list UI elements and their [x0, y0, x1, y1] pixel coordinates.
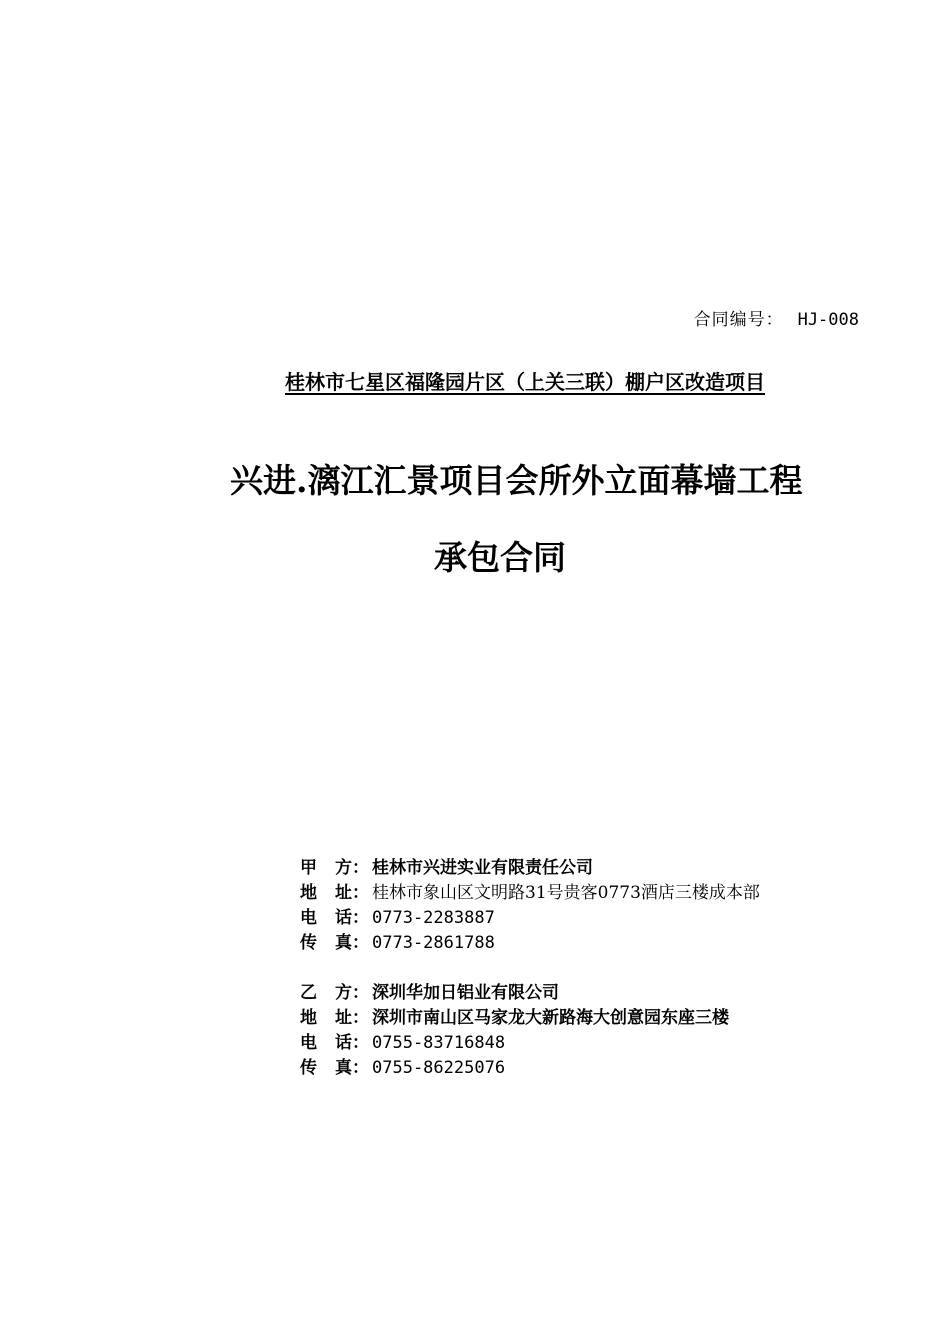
- party-b-phone-key: 电 话：: [300, 1033, 369, 1053]
- party-b-block: [300, 981, 729, 1081]
- party-b-name-key: 乙 方：: [300, 983, 369, 1003]
- party-b-phone-row: [300, 1031, 729, 1056]
- party-a-block: [300, 856, 760, 956]
- document-subtitle: 承包合同: [434, 538, 566, 577]
- party-a-phone-key: 电 话：: [300, 908, 369, 928]
- contract-number-label: 合同编号：: [693, 310, 784, 330]
- party-b-fax: 0755-86225076: [372, 1058, 506, 1078]
- party-a-fax-key: 传 真：: [300, 933, 369, 953]
- party-a-address-row: [300, 881, 760, 906]
- document-title: 兴进.漓江汇景项目会所外立面幕墙工程: [230, 461, 803, 500]
- contract-number: [694, 305, 859, 330]
- party-b-address-row: [300, 1006, 729, 1031]
- party-a-address: 桂林市象山区文明路31号贵客0773酒店三楼成本部: [372, 883, 760, 903]
- party-a-phone: 0773-2283887: [372, 908, 495, 928]
- party-a-name: 桂林市兴进实业有限责任公司: [372, 858, 593, 878]
- project-name: 桂林市七星区福隆园片区（上关三联）棚户区改造项目: [285, 370, 765, 394]
- party-b-name: 深圳华加日铝业有限公司: [372, 983, 559, 1003]
- party-b-phone: 0755-83716848: [372, 1033, 506, 1053]
- party-a-fax-row: [300, 931, 760, 956]
- party-a-phone-row: [300, 906, 760, 931]
- party-b-address: 深圳市南山区马家龙大新路海大创意园东座三楼: [372, 1008, 729, 1028]
- party-a-name-row: [300, 856, 760, 881]
- party-b-fax-key: 传 真：: [300, 1058, 369, 1078]
- party-b-name-row: [300, 981, 729, 1006]
- party-b-address-key: 地 址：: [300, 1008, 369, 1028]
- party-a-name-key: 甲 方：: [300, 858, 369, 878]
- party-a-address-key: 地 址：: [300, 883, 369, 903]
- party-a-fax: 0773-2861788: [372, 933, 495, 953]
- party-b-fax-row: [300, 1056, 729, 1081]
- contract-number-value: HJ-008: [797, 310, 859, 330]
